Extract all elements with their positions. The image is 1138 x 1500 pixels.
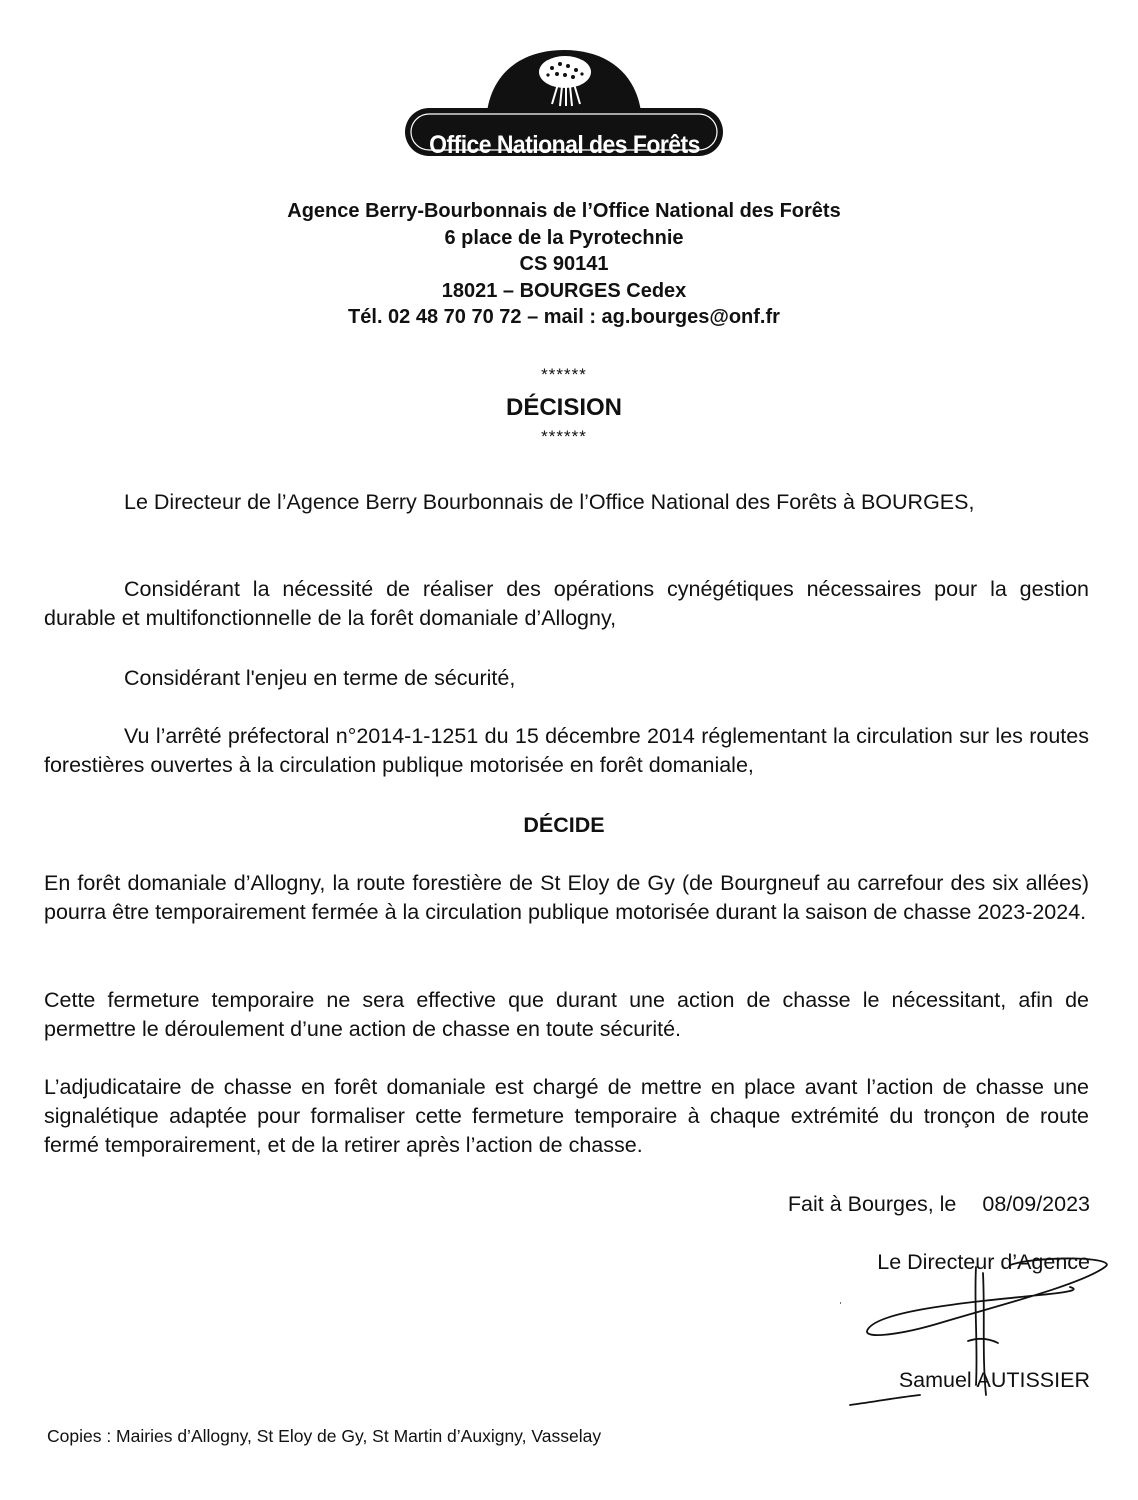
article-3: L’adjudicataire de chasse en forêt domaniale est chargé de mettre en place avant l’action de chasse une signalétique adaptée pour formaliser cette fermeture temporaire à chaque extrémité du tronçon de route fermé temporairement, et de la retirer après l’action de chasse. — [44, 1075, 1089, 1157]
paragraph-vu: Vu l’arrêté préfectoral n°2014-1-1251 du 15 décembre 2014 réglementant la circulation sur les routes forestières ouvertes à la circulation publique motorisée en forêt domaniale, — [44, 724, 1089, 777]
separator-bottom: ****** — [541, 427, 587, 446]
onf-logo — [402, 38, 727, 158]
paragraph-considerant-2: Considérant l'enjeu en terme de sécurité, — [124, 666, 516, 690]
signature-date: 08/09/2023 — [982, 1192, 1090, 1216]
agency-name: Agence Berry-Bourbonnais de l’Office National des Forêts — [287, 200, 841, 222]
document-title: DÉCISION — [505, 394, 622, 421]
paragraph-directeur: Le Directeur de l’Agence Berry Bourbonnais de l’Office National des Forêts à BOURGES, — [124, 490, 975, 514]
separator-top: ****** — [541, 365, 587, 384]
city-line: 18021 – BOURGES Cedex — [441, 279, 687, 302]
place-date — [788, 1190, 1090, 1219]
copies-line: Copies : Mairies d’Allogny, St Eloy de Gy, St Martin d’Auxigny, Vasselay — [47, 1426, 602, 1446]
logo-text: Office National des Forêts — [429, 131, 700, 159]
contact-line: Tél. 02 48 70 70 72 – mail : ag.bourges@onf.fr — [348, 306, 780, 328]
decide-heading: DÉCIDE — [523, 813, 605, 837]
place-text: Fait à Bourges, le — [787, 1192, 957, 1216]
signatory-name: Samuel AUTISSIER — [898, 1368, 1090, 1392]
article-1: En forêt domaniale d’Allogny, la route forestière de St Eloy de Gy (de Bourgneuf au carrefour des six allées) pourra être temporairement fermée à la circulation publique motorisée durant la saison de chasse 2023-2024. — [44, 871, 1089, 924]
postal-box: CS 90141 — [519, 253, 609, 275]
paragraph-considerant-1: Considérant la nécessité de réaliser des opérations cynégétiques nécessaires pour la gestion durable et multifonctionnelle de la forêt domaniale d’Allogny, — [44, 577, 1089, 630]
street-address: 6 place de la Pyrotechnie — [444, 226, 684, 249]
article-2: Cette fermeture temporaire ne sera effective que durant une action de chasse le nécessitant, afin de permettre le déroulement d’une action de chasse en toute sécurité. — [44, 988, 1089, 1041]
agency-address — [0, 198, 1128, 331]
signatory-title: Le Directeur d’Agence — [877, 1250, 1090, 1274]
